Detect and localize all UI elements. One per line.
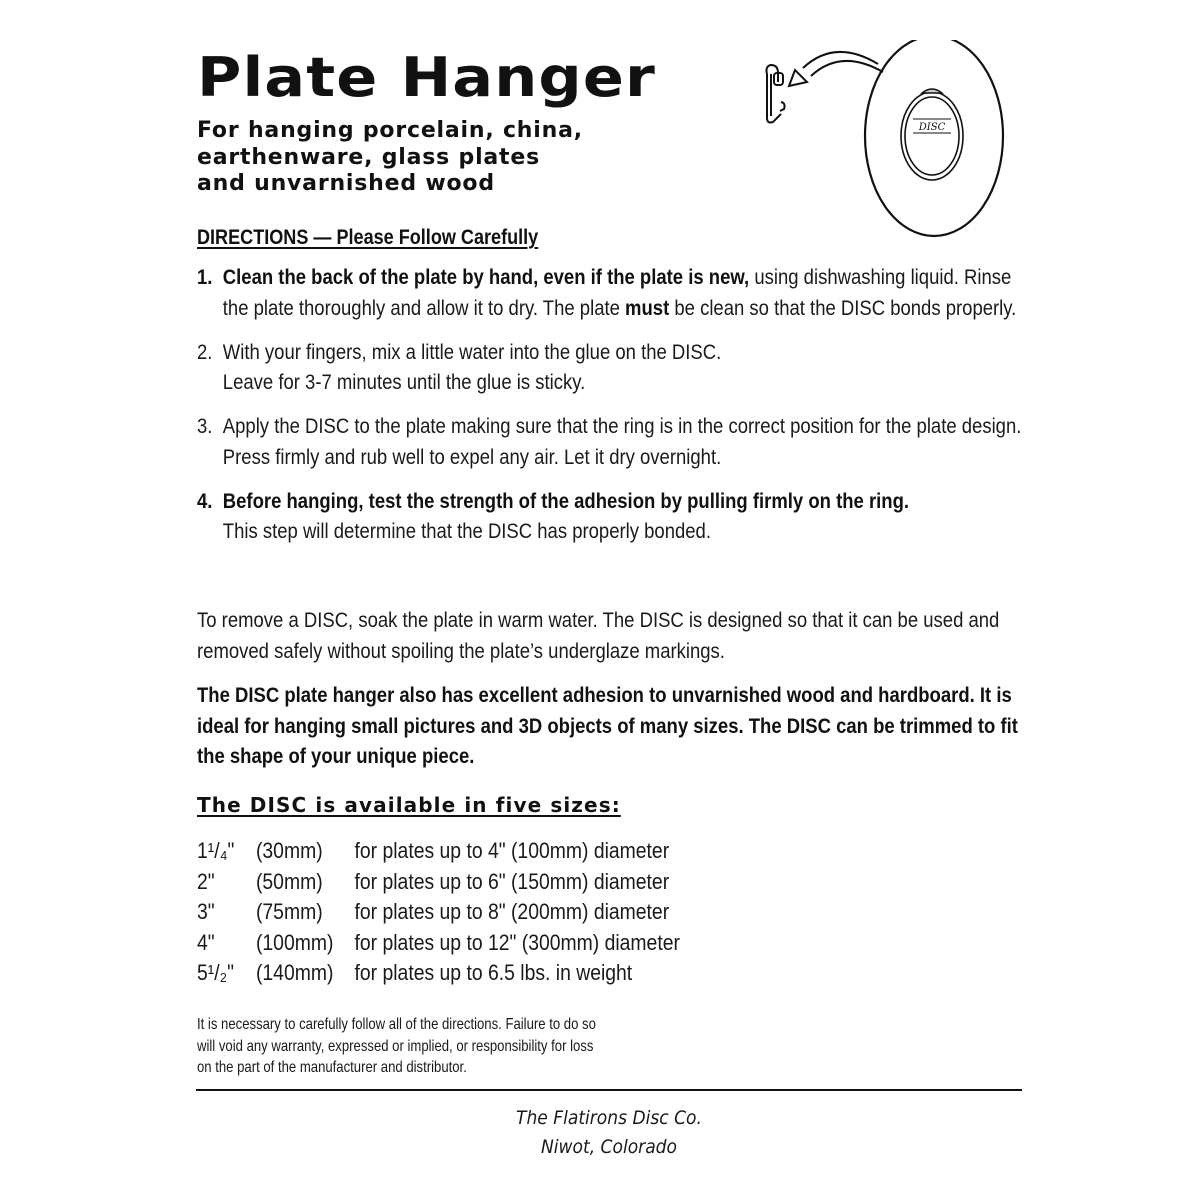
page-title: Plate Hanger	[197, 46, 656, 109]
size-inches: 5¹/₂"	[197, 960, 234, 985]
step-number: 2.	[197, 339, 213, 364]
direction-step-2	[197, 337, 1023, 398]
directions-heading: DIRECTIONS — Please Follow Carefully	[197, 226, 539, 249]
step-number: 1.	[197, 265, 213, 289]
sizes-table	[197, 836, 680, 989]
removal-paragraph: To remove a DISC, soak the plate in warm water. The DISC is designed so that it can be used and removed safely without spoiling the plate’s underglaze markings.	[197, 608, 1000, 663]
step-line: This step will determine that the DISC has properly bonded.	[222, 519, 711, 543]
direction-step-1	[197, 262, 1023, 323]
step-text	[223, 262, 1023, 323]
disclaimer-line: on the part of the manufacturer and distributor.	[197, 1059, 467, 1076]
size-description: for plates up to 6.5 lbs. in weight	[354, 960, 633, 985]
size-description: for plates up to 4" (100mm) diameter	[354, 838, 670, 863]
size-description: for plates up to 8" (200mm) diameter	[354, 899, 670, 924]
size-mm: (75mm)	[255, 899, 323, 924]
size-inches: 4"	[197, 929, 215, 955]
directions-list	[197, 262, 1023, 560]
size-inches: 3"	[197, 899, 215, 924]
step-line: Leave for 3-7 minutes until the glue is sticky.	[222, 370, 586, 394]
curved-arrow-icon	[789, 52, 883, 86]
direction-step-4	[197, 486, 1023, 547]
size-mm: (100mm)	[255, 929, 334, 955]
direction-step-3	[197, 411, 1023, 472]
subtitle	[197, 118, 583, 198]
disclaimer	[197, 1014, 596, 1079]
plate-with-disc-icon	[865, 40, 1003, 236]
step-text	[223, 337, 1023, 398]
plate-hanger-illustration	[745, 40, 1020, 240]
step-number: 3.	[197, 414, 213, 438]
size-row	[197, 958, 680, 989]
step-text-part: using dishwashing liquid. Rinse the plate thoroughly and allow it to dry. The plate	[222, 265, 1012, 320]
size-inches: 1¹/₄"	[197, 838, 235, 863]
size-mm: (30mm)	[255, 838, 323, 863]
wood-paragraph: The DISC plate hanger also has excellent adhesion to unvarnished wood and hardboard. It is ideal for hanging small pictures and 3D objects of many sizes. The DISC can be trimmed to fit the shape of your unique piece.	[197, 683, 1018, 768]
step-text: Apply the DISC to the plate making sure that the ring is in the correct position for the plate design. Press firmly and rub well to expel any air. Let it dry overnight.	[222, 414, 1022, 469]
subtitle-line: earthenware, glass plates	[197, 144, 540, 170]
footer	[196, 1104, 1022, 1162]
size-row	[197, 836, 680, 867]
step-emphasis: must	[625, 295, 670, 320]
step-line: With your fingers, mix a little water into the glue on the DISC.	[222, 339, 722, 364]
step-text-part: be clean so that the DISC bonds properly.	[669, 295, 1017, 320]
step-bold-text: Clean the back of the plate by hand, even if the plate is new,	[222, 265, 750, 289]
size-description: for plates up to 12" (300mm) diameter	[354, 929, 680, 955]
subtitle-line: For hanging porcelain, china,	[197, 118, 583, 143]
size-row	[197, 867, 680, 898]
step-number: 4.	[197, 488, 213, 513]
hook-icon	[767, 65, 785, 123]
disclaimer-line: It is necessary to carefully follow all of the directions. Failure to do so	[197, 1016, 596, 1033]
sizes-heading: The DISC is available in five sizes:	[197, 793, 621, 817]
subtitle-line: and unvarnished wood	[197, 171, 495, 196]
size-mm: (140mm)	[255, 960, 334, 985]
company-name: The Flatirons Disc Co.	[516, 1107, 702, 1129]
disclaimer-line: will void any warranty, expressed or implied, or responsibility for loss	[197, 1037, 594, 1055]
size-row	[197, 928, 680, 959]
disc-label: DISC	[918, 122, 946, 133]
step-bold-text: Before hanging, test the strength of the adhesion by pulling firmly on the ring.	[222, 488, 910, 513]
company-location: Niwot, Colorado	[540, 1136, 678, 1158]
size-mm: (50mm)	[255, 868, 323, 894]
step-text	[223, 486, 1023, 547]
footer-divider	[196, 1089, 1022, 1091]
size-description: for plates up to 6" (150mm) diameter	[354, 868, 670, 894]
size-inches: 2"	[197, 868, 215, 894]
size-row	[197, 897, 680, 928]
